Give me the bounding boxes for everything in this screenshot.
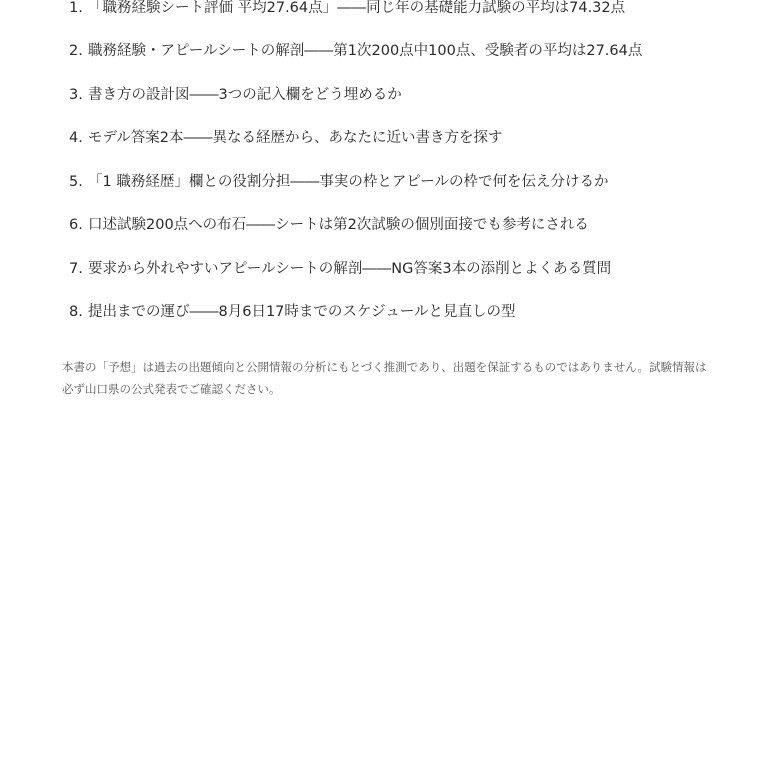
toc-item-number: 8. — [69, 304, 83, 320]
toc-item-number: 6. — [69, 217, 83, 233]
toc-item — [69, 204, 749, 248]
toc-item — [69, 247, 749, 291]
toc-item-number: 1. — [69, 0, 83, 16]
toc-item-text: 要求から外れやすいアピールシートの解剖――NG答案3本の添削とよくある質問 — [88, 260, 612, 277]
toc-item — [69, 117, 749, 161]
disclaimer-note: 本書の「予想」は過去の出題傾向と公開情報の分析にもとづく推測であり、出題を保証するものではありません。試験情報は必ず山口県の公式発表でご確認ください。 — [62, 360, 707, 396]
toc-item-text: 書き方の設計図――3つの記入欄をどう埋めるか — [88, 86, 402, 103]
toc-item — [69, 0, 749, 30]
toc-item-number: 7. — [69, 260, 83, 277]
toc-item-text: 「職務経験シート評価 平均27.64点」――同じ年の基礎能力試験の平均は74.32点 — [88, 0, 626, 16]
toc-item — [69, 30, 749, 74]
toc-item — [69, 160, 749, 204]
toc-item-number: 2. — [69, 43, 83, 59]
toc-item-number: 3. — [69, 86, 83, 103]
toc-item-text: 口述試験200点への布石――シートは第2次試験の個別面接でも参考にされる — [88, 217, 589, 233]
toc-item-number: 4. — [69, 130, 83, 146]
table-of-contents — [69, 0, 749, 334]
toc-item-text: 「1 職務経歴」欄との役割分担――事実の枠とアピールの枠で何を伝え分けるか — [88, 173, 609, 190]
toc-item — [69, 291, 749, 335]
toc-item-text: 職務経験・アピールシートの解剖――第1次200点中100点、受験者の平均は27.64点 — [88, 43, 643, 59]
toc-item-number: 5. — [69, 173, 83, 190]
toc-item — [69, 73, 749, 117]
toc-item-text: モデル答案2本――異なる経歴から、あなたに近い書き方を探す — [88, 130, 503, 146]
toc-item-text: 提出までの運び――8月6日17時までのスケジュールと見直しの型 — [88, 304, 516, 320]
